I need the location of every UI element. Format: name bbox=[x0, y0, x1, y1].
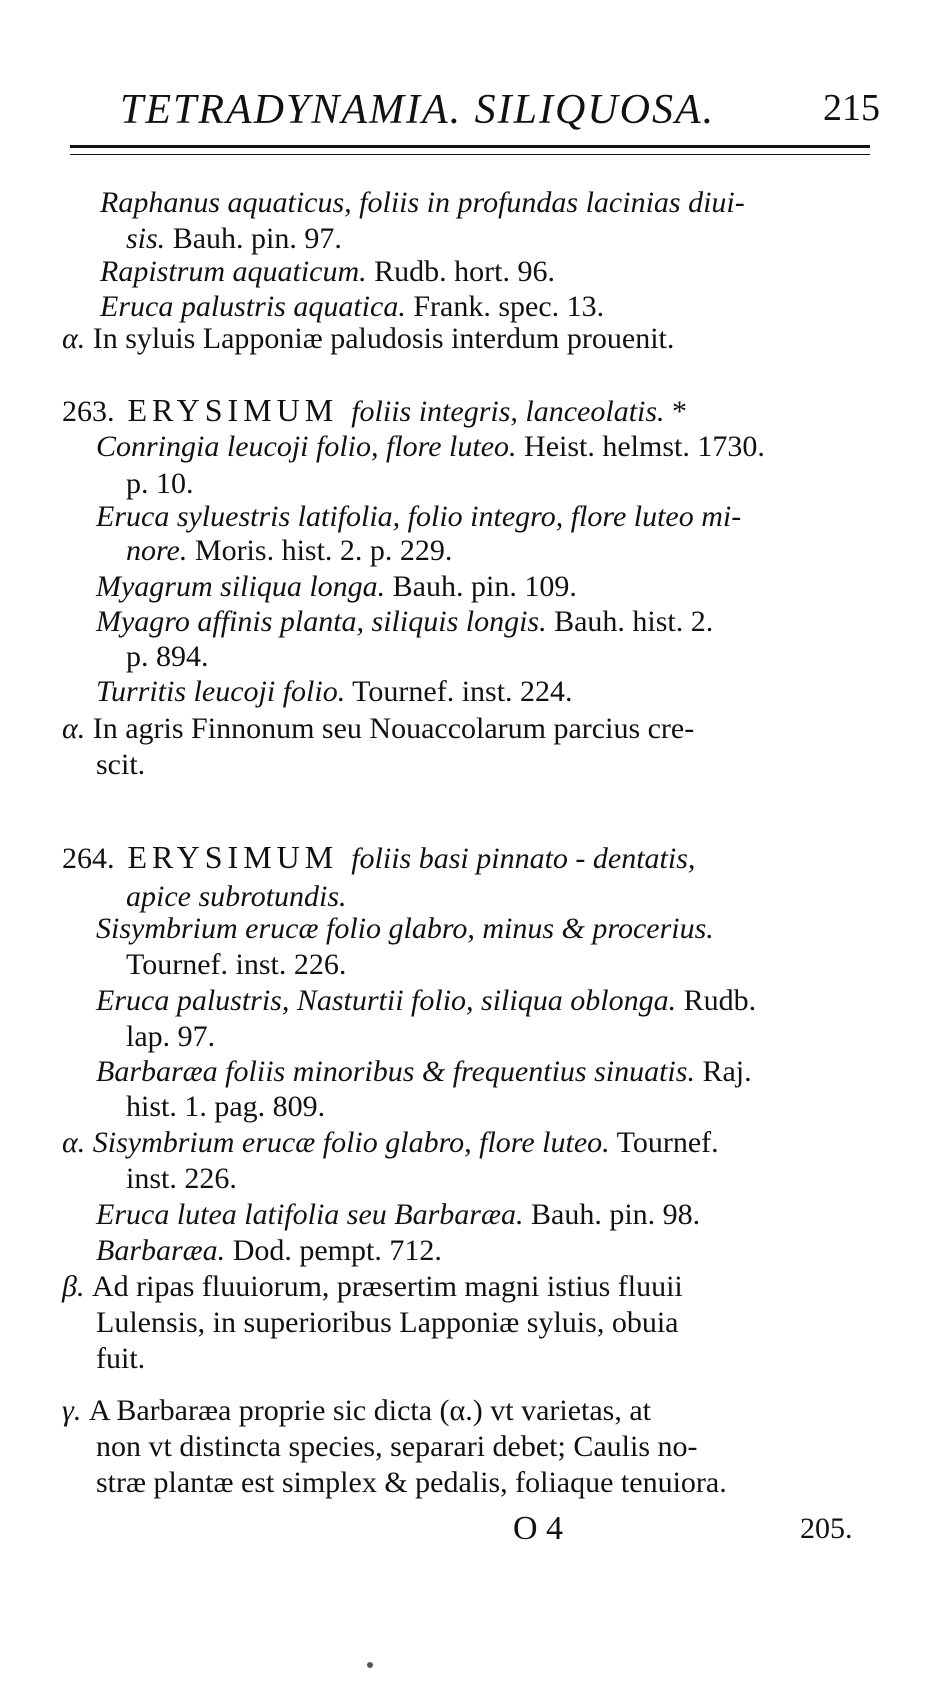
citation-text: inst. 226. bbox=[126, 1162, 237, 1195]
citation-text: Bauh. pin. 98. bbox=[523, 1198, 701, 1231]
entry-heading bbox=[62, 393, 687, 429]
text-line bbox=[126, 222, 342, 256]
text-line bbox=[62, 712, 694, 746]
citation-text: Heist. helmst. 1730. bbox=[516, 430, 765, 463]
text-line bbox=[126, 534, 452, 568]
synonym-text: Rapistrum aquaticum. bbox=[100, 255, 367, 288]
citation-text: Dod. pempt. 712. bbox=[225, 1234, 442, 1267]
text-line bbox=[96, 1466, 727, 1500]
text-line bbox=[96, 675, 573, 709]
synonym-text: Barbaræa. bbox=[96, 1234, 226, 1267]
citation-text: p. 894. bbox=[126, 640, 209, 673]
synonym-text: Eruca palustris, Nasturtii folio, siliqua oblonga. bbox=[96, 984, 677, 1017]
citation-text: lap. 97. bbox=[126, 1020, 216, 1053]
text-line bbox=[100, 255, 555, 289]
synonym-text: Conringia leucoji folio, flore luteo. bbox=[96, 430, 517, 463]
citation-text: Rudb. bbox=[676, 984, 757, 1017]
text-line bbox=[96, 984, 756, 1018]
habitat-text: Ad ripas fluuiorum, præsertim magni istius fluuii bbox=[84, 1270, 683, 1303]
diagnosis-text: foliis integris, lanceolatis. bbox=[351, 395, 665, 428]
text-line bbox=[96, 430, 765, 464]
synonym-text: Eruca syluestris latifolia, folio integro, flore luteo mi- bbox=[96, 500, 742, 533]
habitat-text: scit. bbox=[96, 748, 146, 781]
synonym-text: Myagro affinis planta, siliquis longis. bbox=[96, 605, 547, 638]
text-line bbox=[96, 1306, 678, 1340]
synonym-text: Sisymbrium erucæ folio glabro, minus & procerius. bbox=[96, 912, 714, 945]
page-header bbox=[120, 78, 880, 138]
synonym-text: Eruca palustris aquatica. bbox=[100, 290, 406, 323]
text-line bbox=[100, 290, 604, 324]
diagnosis-text: foliis basi pinnato - dentatis, bbox=[351, 842, 696, 875]
citation-text: Bauh. pin. 109. bbox=[385, 570, 577, 603]
text-line bbox=[126, 880, 347, 914]
note-text: A Barbaræa proprie sic dicta (α.) vt varietas, at bbox=[81, 1394, 652, 1427]
text-line bbox=[126, 1090, 325, 1124]
citation-text: Frank. spec. 13. bbox=[405, 290, 605, 323]
variety-marker: α. bbox=[62, 712, 86, 745]
text-line bbox=[96, 1342, 145, 1376]
habitat-text: fuit. bbox=[96, 1342, 146, 1375]
synonym-text: Myagrum siliqua longa. bbox=[96, 570, 386, 603]
text-line bbox=[100, 186, 745, 220]
variety-marker: α. bbox=[62, 1126, 86, 1159]
citation-text: Tournef. bbox=[609, 1126, 719, 1159]
synonym-text: Raphanus aquaticus, foliis in profundas lacinias diui- bbox=[100, 186, 745, 219]
text-line bbox=[96, 1430, 698, 1464]
citation-text: Moris. hist. 2. p. 229. bbox=[187, 534, 453, 567]
catchword: 205. bbox=[800, 1512, 853, 1545]
synonym-text: sis. bbox=[126, 222, 166, 255]
genus-name: ERYSIMUM bbox=[114, 839, 352, 875]
synonym-text: Eruca lutea latifolia seu Barbaræa. bbox=[96, 1198, 524, 1231]
synonym-text: Turritis leucoji folio. bbox=[96, 675, 346, 708]
citation-text: p. 10. bbox=[126, 467, 194, 500]
habitat-text: In syluis Lapponiæ paludosis interdum prouenit. bbox=[85, 322, 675, 355]
citation-text: Bauh. hist. 2. bbox=[546, 605, 714, 638]
ink-speck bbox=[367, 1662, 373, 1668]
citation-text: hist. 1. pag. 809. bbox=[126, 1090, 326, 1123]
signature-mark: O 4 bbox=[513, 1510, 564, 1547]
variety-marker: α. bbox=[62, 322, 86, 355]
note-text: non vt distincta species, separari debet; Caulis no- bbox=[96, 1430, 698, 1463]
page-number: 215 bbox=[823, 87, 880, 129]
text-line bbox=[126, 467, 194, 501]
text-line bbox=[96, 570, 577, 604]
citation-text: Bauh. pin. 97. bbox=[165, 222, 342, 255]
synonym-text: Sisymbrium erucæ folio glabro, flore luteo. bbox=[85, 1126, 610, 1159]
text-line bbox=[126, 1020, 215, 1054]
habitat-text: Lulensis, in superioribus Lapponiæ syluis, obuia bbox=[96, 1306, 679, 1339]
text-line bbox=[96, 748, 145, 782]
variety-marker: γ. bbox=[62, 1394, 82, 1427]
entry-number: 263. bbox=[62, 395, 115, 428]
text-line bbox=[62, 1270, 683, 1304]
habitat-text: In agris Finnonum seu Nouaccolarum parcius cre- bbox=[85, 712, 695, 745]
text-line bbox=[126, 948, 346, 982]
text-line bbox=[96, 1234, 442, 1268]
citation-text: Tournef. inst. 226. bbox=[126, 948, 347, 981]
note-text: stræ plantæ est simplex & pedalis, foliaque tenuiora. bbox=[96, 1466, 727, 1499]
genus-name: ERYSIMUM bbox=[114, 392, 352, 428]
text-line bbox=[62, 1126, 719, 1160]
variety-marker: β. bbox=[62, 1270, 85, 1303]
diagnosis-text: apice subrotundis. bbox=[126, 880, 347, 913]
citation-text: Rudb. hort. 96. bbox=[366, 255, 556, 288]
text-line bbox=[96, 1055, 752, 1089]
text-line bbox=[126, 640, 209, 674]
synonym-text: nore. bbox=[126, 534, 188, 567]
running-title: TETRADYNAMIA. SILIQUOSA. bbox=[120, 87, 716, 133]
text-line bbox=[62, 322, 674, 356]
text-line bbox=[96, 605, 713, 639]
asterisk-mark: * bbox=[664, 395, 688, 428]
text-line bbox=[96, 500, 741, 534]
header-rule bbox=[70, 145, 870, 155]
text-line bbox=[96, 912, 714, 946]
text-line bbox=[62, 1394, 651, 1428]
citation-text: Raj. bbox=[694, 1055, 752, 1088]
entry-number: 264. bbox=[62, 842, 115, 875]
text-line bbox=[126, 1162, 237, 1196]
entry-heading bbox=[62, 840, 695, 876]
text-line bbox=[96, 1198, 700, 1232]
citation-text: Tournef. inst. 224. bbox=[345, 675, 573, 708]
synonym-text: Barbaræa foliis minoribus & frequentius sinuatis. bbox=[96, 1055, 695, 1088]
